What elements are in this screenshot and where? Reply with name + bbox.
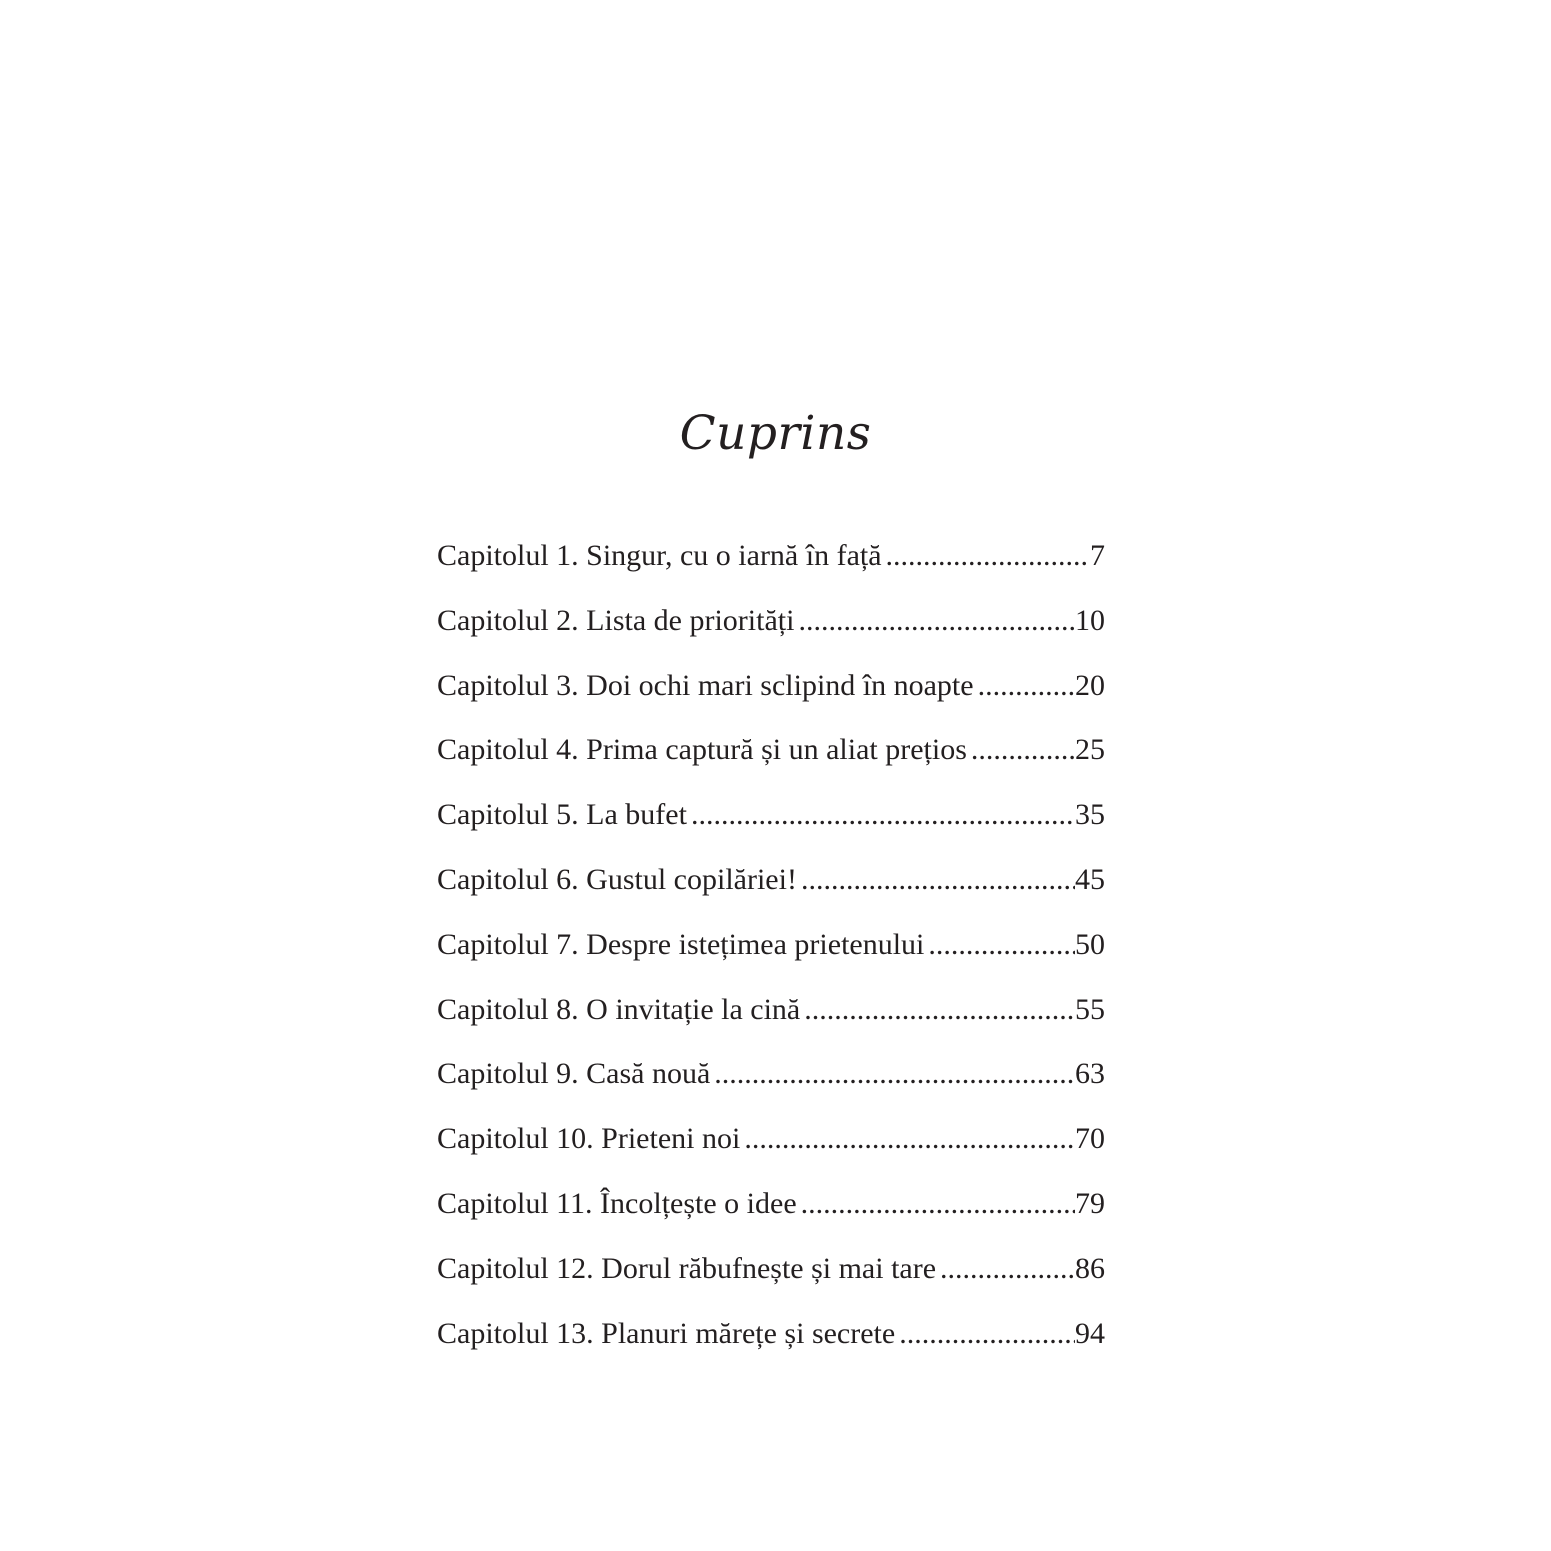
toc-dot-leader: [804, 984, 1075, 1036]
toc-entry-label: Capitolul 4. Prima captură și un aliat prețios: [437, 733, 967, 767]
toc-entry-page: 10: [1075, 603, 1105, 637]
toc-entry-9: [437, 1048, 1105, 1113]
toc-entry-label: Capitolul 7. Despre istețimea prietenului: [437, 927, 925, 961]
toc-entry-page: 35: [1075, 798, 1105, 832]
toc-entry-11: [437, 1178, 1105, 1243]
toc-dot-leader: [978, 660, 1075, 712]
toc-dot-leader: [940, 1243, 1075, 1295]
toc-entry-label: Capitolul 6. Gustul copilăriei!: [437, 862, 797, 896]
toc-entry-label: Capitolul 3. Doi ochi mari sclipind în noapte: [437, 668, 974, 702]
toc-entry-label: Capitolul 5. La bufet: [437, 798, 687, 832]
toc-dot-leader: [691, 789, 1075, 841]
toc-entry-page: 50: [1075, 927, 1105, 961]
toc-dot-leader: [798, 595, 1075, 647]
toc-entry-page: 7: [1090, 539, 1105, 572]
toc-entry-5: [437, 789, 1105, 854]
toc-entry-page: 86: [1075, 1251, 1105, 1285]
toc-entry-page: 70: [1075, 1122, 1105, 1156]
toc-entry-6: [437, 854, 1105, 919]
toc-entry-page: 20: [1075, 668, 1105, 702]
toc-entry-page: 94: [1075, 1316, 1105, 1350]
toc-entry-page: 79: [1075, 1186, 1105, 1220]
toc-dot-leader: [801, 854, 1075, 906]
toc-dot-leader: [899, 1308, 1075, 1360]
toc-entry-page: 25: [1075, 733, 1105, 767]
toc-entry-12: [437, 1243, 1105, 1308]
toc-title: Cuprins: [679, 406, 872, 461]
toc-entry-7: [437, 919, 1105, 984]
toc-list: [437, 530, 1105, 1372]
toc-entry-page: 63: [1075, 1057, 1105, 1091]
toc-dot-leader: [801, 1178, 1075, 1230]
toc-entry-page: 45: [1075, 862, 1105, 896]
toc-entry-13: [437, 1308, 1105, 1373]
toc-entry-1: [437, 530, 1105, 595]
toc-entry-label: Capitolul 8. O invitație la cină: [437, 992, 801, 1026]
toc-entry-4: [437, 724, 1105, 789]
toc-entry-label: Capitolul 10. Prieteni noi: [437, 1122, 741, 1156]
toc-entry-8: [437, 984, 1105, 1049]
toc-entry-3: [437, 660, 1105, 725]
toc-entry-page: 55: [1075, 992, 1105, 1026]
toc-dot-leader: [714, 1048, 1075, 1100]
toc-entry-2: [437, 595, 1105, 660]
toc-dot-leader: [928, 919, 1075, 971]
toc-entry-label: Capitolul 2. Lista de priorități: [437, 603, 795, 637]
toc-dot-leader: [971, 724, 1075, 776]
toc-entry-label: Capitolul 13. Planuri mărețe și secrete: [437, 1316, 896, 1350]
toc-entry-label: Capitolul 1. Singur, cu o iarnă în față: [437, 539, 882, 572]
toc-entry-label: Capitolul 9. Casă nouă: [437, 1057, 711, 1091]
toc-entry-label: Capitolul 11. Încolțește o idee: [437, 1186, 797, 1220]
toc-entry-label: Capitolul 12. Dorul răbufnește și mai tare: [437, 1251, 937, 1285]
toc-entry-10: [437, 1113, 1105, 1178]
toc-dot-leader: [886, 530, 1090, 582]
toc-dot-leader: [744, 1113, 1075, 1165]
